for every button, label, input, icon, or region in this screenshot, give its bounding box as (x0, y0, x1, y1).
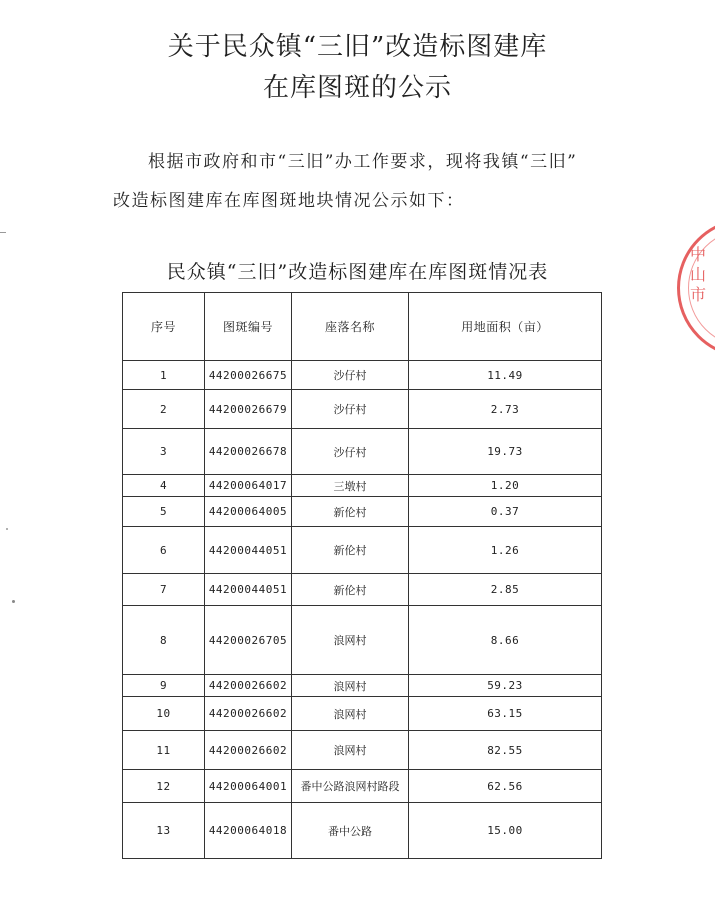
cell-area: 82.55 (409, 731, 602, 770)
cell-location: 浪网村 (292, 606, 409, 675)
cell-location: 浪网村 (292, 697, 409, 731)
cell-area: 15.00 (409, 803, 602, 859)
table-row (123, 731, 602, 770)
header-seq: 序号 (123, 293, 205, 361)
cell-plot-code: 44200064018 (205, 803, 292, 859)
table-title: 民众镇“三旧”改造标图建库在库图斑情况表 (166, 261, 549, 283)
cell-seq: 10 (123, 697, 205, 731)
cell-seq: 13 (123, 803, 205, 859)
cell-seq: 4 (123, 475, 205, 497)
table-row (123, 770, 602, 803)
cell-plot-code: 44200064017 (205, 475, 292, 497)
cell-area: 8.66 (409, 606, 602, 675)
table-row (123, 675, 602, 697)
table-row (123, 803, 602, 859)
table-row (123, 497, 602, 527)
cell-area: 1.26 (409, 527, 602, 574)
scan-speck (12, 600, 15, 603)
cell-seq: 7 (123, 574, 205, 606)
cell-location: 沙仔村 (292, 361, 409, 390)
cell-plot-code: 44200026675 (205, 361, 292, 390)
table-row (123, 574, 602, 606)
cell-area: 19.73 (409, 429, 602, 475)
cell-location: 浪网村 (292, 675, 409, 697)
cell-seq: 12 (123, 770, 205, 803)
cell-area: 2.85 (409, 574, 602, 606)
cell-seq: 5 (123, 497, 205, 527)
body-paragraph-line-2: 改造标图建库在库图斑地块情况公示如下： (113, 191, 465, 211)
cell-location: 浪网村 (292, 731, 409, 770)
scan-speck (6, 528, 8, 530)
cell-seq: 9 (123, 675, 205, 697)
cell-location: 番中公路浪网村路段 (292, 770, 409, 803)
document-title-line-2: 在库图斑的公示 (262, 73, 452, 103)
cell-plot-code: 44200026678 (205, 429, 292, 475)
table-row (123, 527, 602, 574)
cell-plot-code: 44200064001 (205, 770, 292, 803)
cell-area: 0.37 (409, 497, 602, 527)
cell-location: 新伦村 (292, 527, 409, 574)
table-row (123, 697, 602, 731)
cell-plot-code: 44200026602 (205, 697, 292, 731)
cell-plot-code: 44200044051 (205, 574, 292, 606)
table-row (123, 475, 602, 497)
official-seal (677, 218, 715, 358)
cell-seq: 11 (123, 731, 205, 770)
header-area: 用地面积（亩） (409, 293, 602, 361)
scan-edge-mark (0, 232, 6, 233)
cell-seq: 2 (123, 390, 205, 429)
cell-location: 新伦村 (292, 574, 409, 606)
body-paragraph-line-1: 根据市政府和市“三旧”办工作要求，现将我镇“三旧” (148, 152, 578, 172)
cell-plot-code: 44200026705 (205, 606, 292, 675)
cell-area: 59.23 (409, 675, 602, 697)
cell-area: 63.15 (409, 697, 602, 731)
cell-location: 新伦村 (292, 497, 409, 527)
cell-plot-code: 44200026602 (205, 731, 292, 770)
cell-seq: 8 (123, 606, 205, 675)
table-row (123, 606, 602, 675)
cell-area: 11.49 (409, 361, 602, 390)
cell-seq: 3 (123, 429, 205, 475)
cell-plot-code: 44200026602 (205, 675, 292, 697)
cell-seq: 6 (123, 527, 205, 574)
cell-location: 沙仔村 (292, 390, 409, 429)
document-title-line-1: 关于民众镇“三旧”改造标图建库 (167, 32, 548, 62)
cell-location: 三墩村 (292, 475, 409, 497)
table-row (123, 390, 602, 429)
header-location: 座落名称 (292, 293, 409, 361)
table-row (123, 361, 602, 390)
table-body (123, 361, 602, 859)
cell-plot-code: 44200064005 (205, 497, 292, 527)
table-row (123, 429, 602, 475)
cell-area: 2.73 (409, 390, 602, 429)
table-header-row (123, 293, 602, 361)
header-code: 图斑编号 (205, 293, 292, 361)
cell-location: 番中公路 (292, 803, 409, 859)
seal-text: 中山市 (690, 245, 707, 304)
cell-plot-code: 44200026679 (205, 390, 292, 429)
cell-area: 1.20 (409, 475, 602, 497)
cell-plot-code: 44200044051 (205, 527, 292, 574)
plots-table (122, 292, 602, 859)
cell-area: 62.56 (409, 770, 602, 803)
cell-seq: 1 (123, 361, 205, 390)
cell-location: 沙仔村 (292, 429, 409, 475)
